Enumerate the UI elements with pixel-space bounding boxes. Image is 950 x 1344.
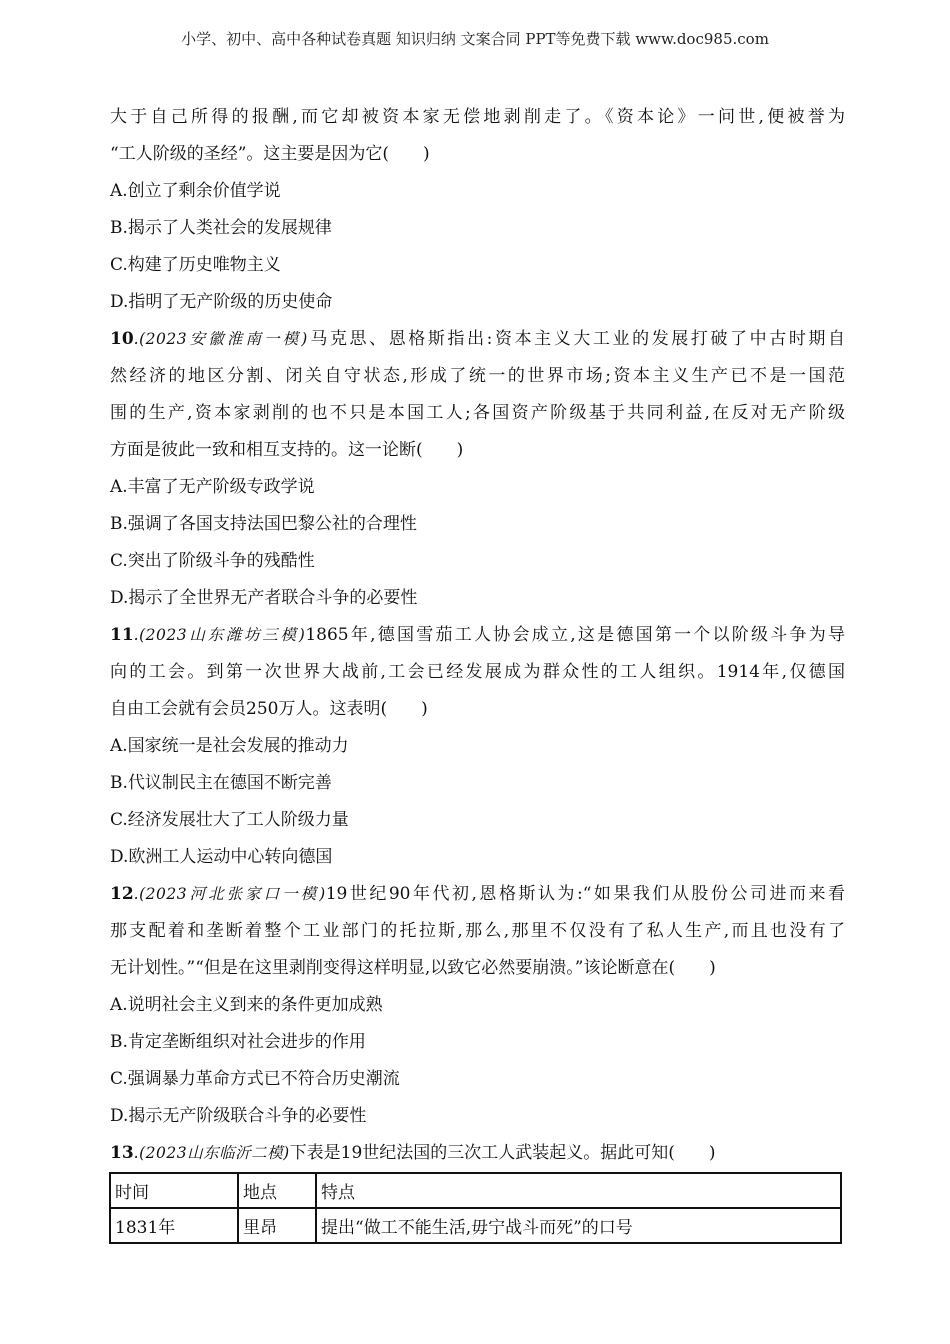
table-cell: 里昂 — [238, 1208, 316, 1243]
q11-number: 11 — [110, 625, 134, 645]
q10-option-d: D.揭示了全世界无产者联合斗争的必要性 — [110, 588, 418, 608]
q10-line-1 — [110, 321, 845, 358]
q9-option-b: B.揭示了人类社会的发展规律 — [110, 218, 332, 238]
table-cell: 1831年 — [110, 1208, 238, 1243]
q12-option-a: A.说明社会主义到来的条件更加成熟 — [110, 995, 383, 1015]
q13-line-1 — [110, 1135, 845, 1172]
table-cell: 提出“做工不能生活,毋宁战斗而死”的口号 — [316, 1208, 841, 1243]
q13-source: .(2023山东临沂二模) — [133, 1144, 290, 1162]
q9-option-a: A.创立了剩余价值学说 — [110, 181, 281, 201]
uprising-table — [109, 1172, 842, 1244]
q12-option-c: C.强调暴力革命方式已不符合历史潮流 — [110, 1069, 400, 1089]
q10-number: 10 — [110, 329, 134, 349]
q11-line-2: 向的工会。到第一次世界大战前,工会已经发展成为群众性的工人组织。1914年,仅德国 — [110, 662, 845, 682]
table-header-cell: 地点 — [238, 1173, 316, 1208]
q10-line-3: 围的生产,资本家剥削的也不只是本国工人;各国资产阶级基于共同利益,在反对无产阶级 — [110, 403, 845, 423]
table-header-cell: 时间 — [110, 1173, 238, 1208]
q12-line-3: 无计划性。”“但是在这里剥削变得这样明显,以致它必然要崩溃。”该论断意在( ) — [110, 958, 716, 978]
q12-line-2: 那支配着和垄断着整个工业部门的托拉斯,那么,那里不仅没有了私人生产,而且也没有了 — [110, 921, 845, 941]
q11-line-1 — [110, 617, 845, 654]
q13-number: 13 — [110, 1143, 134, 1163]
q11-line-3: 自由工会就有会员250万人。这表明( ) — [110, 699, 428, 719]
q9-option-d: D.指明了无产阶级的历史使命 — [110, 292, 333, 312]
q12-option-b: B.肯定垄断组织对社会进步的作用 — [110, 1032, 366, 1052]
q11-option-a: A.国家统一是社会发展的推动力 — [110, 736, 349, 756]
q9-line-2: “工人阶级的圣经”。这主要是因为它( ) — [110, 144, 430, 164]
q10-option-b: B.强调了各国支持法国巴黎公社的合理性 — [110, 514, 417, 534]
q12-text-1: 19世纪90年代初,恩格斯认为:“如果我们从股份公司进而来看 — [325, 884, 845, 904]
q11-option-c: C.经济发展壮大了工人阶级力量 — [110, 810, 349, 830]
q11-source: .(2023山东潍坊三模) — [133, 626, 306, 644]
q12-line-1 — [110, 876, 845, 913]
q10-source: .(2023安徽淮南一模) — [133, 330, 308, 348]
q9-option-c: C.构建了历史唯物主义 — [110, 255, 281, 275]
q10-line-2: 然经济的地区分割、闭关自守状态,形成了统一的世界市场;资本主义生产已不是一国范 — [110, 366, 845, 386]
q10-option-c: C.突出了阶级斗争的残酷性 — [110, 551, 315, 571]
q9-line-1: 大于自己所得的报酬,而它却被资本家无偿地剥削走了。《资本论》一问世,便被誉为 — [110, 107, 845, 127]
q11-option-d: D.欧洲工人运动中心转向德国 — [110, 847, 333, 867]
q10-option-a: A.丰富了无产阶级专政学说 — [110, 477, 315, 497]
q12-source: .(2023河北张家口一模) — [133, 885, 326, 903]
q12-number: 12 — [110, 884, 134, 904]
document-body — [110, 99, 845, 1172]
q12-option-d: D.揭示无产阶级联合斗争的必要性 — [110, 1106, 367, 1126]
page-header: 小学、初中、高中各种试卷真题 知识归纳 文案合同 PPT等免费下载 www.doc985.com — [181, 30, 769, 48]
q13-text-1: 下表是19世纪法国的三次工人武装起义。据此可知( ) — [289, 1143, 716, 1163]
table-header-row — [110, 1173, 841, 1208]
q11-text-1: 1865年,德国雪茄工人协会成立,这是德国第一个以阶级斗争为导 — [305, 625, 846, 645]
table-header-cell: 特点 — [316, 1173, 841, 1208]
table-row — [110, 1208, 841, 1243]
q11-option-b: B.代议制民主在德国不断完善 — [110, 773, 332, 793]
q10-text-1: 马克思、恩格斯指出:资本主义大工业的发展打破了中古时期自 — [307, 329, 845, 349]
q10-line-4: 方面是彼此一致和相互支持的。这一论断( ) — [110, 440, 464, 460]
